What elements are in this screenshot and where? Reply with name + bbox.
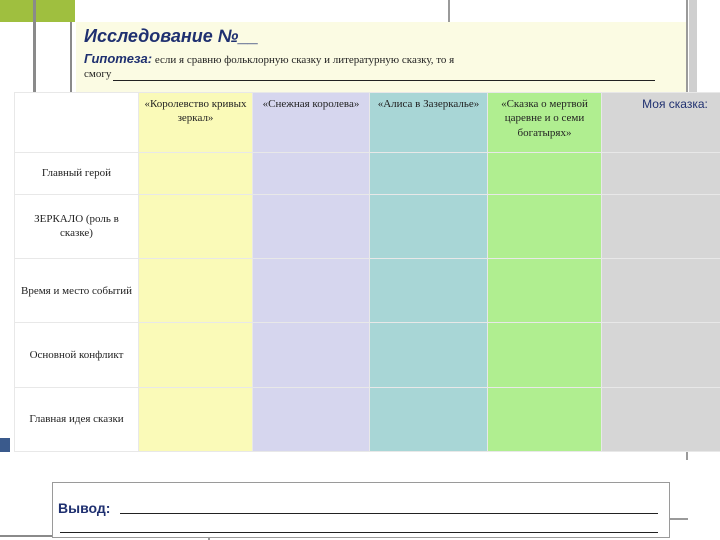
- hypothesis-continuation: смогу: [84, 68, 112, 80]
- table-cell[interactable]: [602, 387, 720, 451]
- table-row: [15, 259, 720, 323]
- decor-vertical-line: [33, 0, 36, 100]
- table-cell[interactable]: [602, 259, 720, 323]
- column-header-tale-2: «Снежная королева»: [253, 93, 370, 153]
- hypothesis: [84, 51, 674, 66]
- table-cell[interactable]: [488, 387, 602, 451]
- table-cell[interactable]: [253, 194, 370, 258]
- column-header-tale-4: «Сказка о мертвой царевне и о семи богатырях»: [488, 93, 602, 153]
- table-cell[interactable]: [370, 259, 488, 323]
- page-title: Исследование №__: [84, 26, 259, 46]
- table-cell[interactable]: [370, 387, 488, 451]
- hypothesis-label: Гипотеза:: [84, 51, 153, 66]
- column-header-my-tale: Моя сказка:: [602, 93, 720, 153]
- table-corner-cell: [15, 93, 139, 153]
- decor-right-strip: [689, 0, 697, 95]
- row-label-time-place: Время и место событий: [15, 259, 139, 323]
- table-row: [15, 153, 720, 195]
- row-label-mirror: ЗЕРКАЛО (роль в сказке): [15, 194, 139, 258]
- table-cell[interactable]: [602, 323, 720, 387]
- table-cell[interactable]: [139, 194, 253, 258]
- table-header-row: [15, 93, 720, 153]
- table-cell[interactable]: [253, 153, 370, 195]
- row-label-conflict: Основной конфликт: [15, 323, 139, 387]
- row-label-main-idea: Главная идея сказки: [15, 387, 139, 451]
- table-cell[interactable]: [370, 153, 488, 195]
- table-cell[interactable]: [139, 387, 253, 451]
- decor-left-blue-block: [0, 438, 10, 452]
- conclusion-fill-line[interactable]: [120, 513, 658, 514]
- row-label-main-hero: Главный герой: [15, 153, 139, 195]
- comparison-table: [14, 92, 720, 452]
- table-row: [15, 387, 720, 451]
- table-cell[interactable]: [139, 259, 253, 323]
- hypothesis-text: если я сравню фольклорную сказку и литературную сказку, то я: [152, 54, 455, 66]
- table-cell[interactable]: [602, 194, 720, 258]
- table-cell[interactable]: [253, 259, 370, 323]
- table-cell[interactable]: [488, 194, 602, 258]
- table-cell[interactable]: [488, 259, 602, 323]
- conclusion-fill-line[interactable]: [60, 532, 658, 533]
- table-cell[interactable]: [370, 194, 488, 258]
- table-cell[interactable]: [253, 387, 370, 451]
- table-cell[interactable]: [139, 153, 253, 195]
- decor-vertical-line: [70, 22, 72, 92]
- conclusion-box: [52, 482, 670, 538]
- table-cell[interactable]: [370, 323, 488, 387]
- table-cell[interactable]: [139, 323, 253, 387]
- conclusion-label: Вывод:: [58, 500, 111, 516]
- table-row: [15, 323, 720, 387]
- decor-top-bar: [0, 0, 75, 22]
- column-header-tale-3: «Алиса в Зазеркалье»: [370, 93, 488, 153]
- table-cell[interactable]: [253, 323, 370, 387]
- table-cell[interactable]: [602, 153, 720, 195]
- table-cell[interactable]: [488, 153, 602, 195]
- table-cell[interactable]: [488, 323, 602, 387]
- column-header-tale-1: «Королевство кривых зеркал»: [139, 93, 253, 153]
- table-row: [15, 194, 720, 258]
- hypothesis-fill-line: [113, 80, 655, 81]
